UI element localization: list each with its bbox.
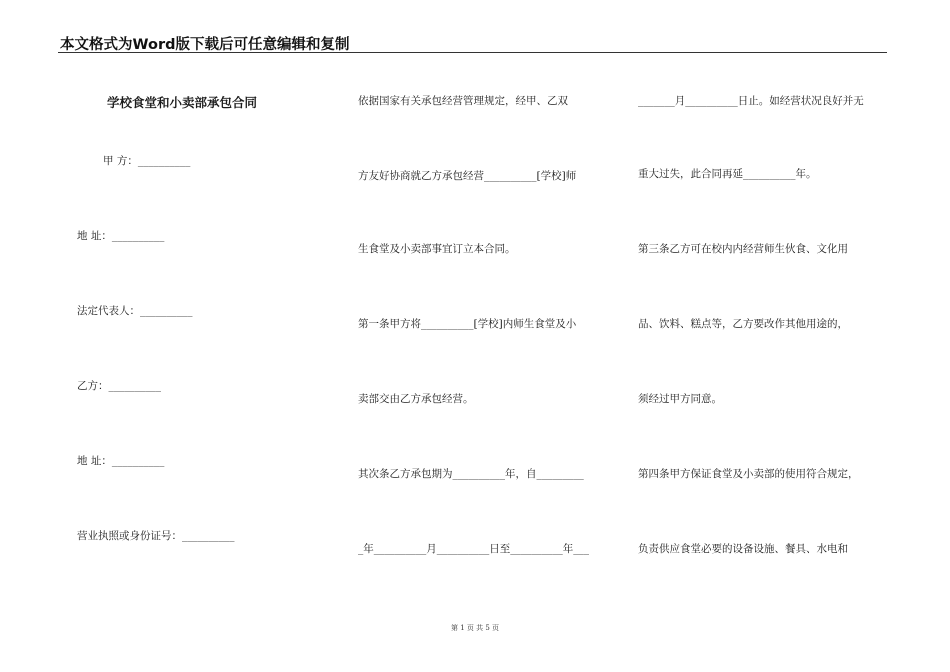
page-number: 第 1 页 共 5 页: [450, 624, 500, 632]
col3-line: 重大过失，此合同再延__________年。: [638, 168, 817, 180]
party-a-address-line: 地 址：__________: [77, 230, 165, 242]
license-id-line: 营业执照或身份证号：__________: [77, 530, 235, 542]
header-divider: [58, 52, 887, 53]
party-b-address-line: 地 址：__________: [77, 455, 165, 467]
col2-line: 依据国家有关承包经营管理规定，经甲、乙双: [358, 95, 568, 107]
col3-line: 须经过甲方同意。: [638, 393, 722, 405]
col2-line: 方友好协商就乙方承包经营__________[学校]师: [358, 170, 577, 182]
col3-line: 负责供应食堂必要的设备设施、餐具、水电和: [638, 543, 848, 555]
contract-title: 学校食堂和小卖部承包合同: [107, 95, 258, 110]
party-a-line: 甲 方：__________: [103, 155, 191, 167]
col2-line: 其次条乙方承包期为__________年，自_________: [358, 468, 584, 480]
col2-line: _年__________月__________日至__________年___: [358, 543, 589, 555]
col3-line: 品、饮料、糕点等，乙方要改作其他用途的，: [638, 318, 848, 330]
col3-line: 第三条乙方可在校内内经营师生伙食、文化用: [638, 243, 848, 255]
col2-line: 第一条甲方将__________[学校]内师生食堂及小: [358, 318, 577, 330]
col3-line: 第四条甲方保证食堂及小卖部的使用符合规定，: [638, 468, 859, 480]
document-header-title: 本文格式为Word版下载后可任意编辑和复制: [60, 37, 350, 53]
col2-line: 生食堂及小卖部事宜订立本合同。: [358, 243, 516, 255]
legal-representative-line: 法定代表人：__________: [77, 305, 193, 317]
col2-line: 卖部交由乙方承包经营。: [358, 393, 474, 405]
col3-line: _______月__________日止。如经营状况良好并无: [638, 95, 864, 107]
party-b-line: 乙方：__________: [77, 380, 161, 392]
